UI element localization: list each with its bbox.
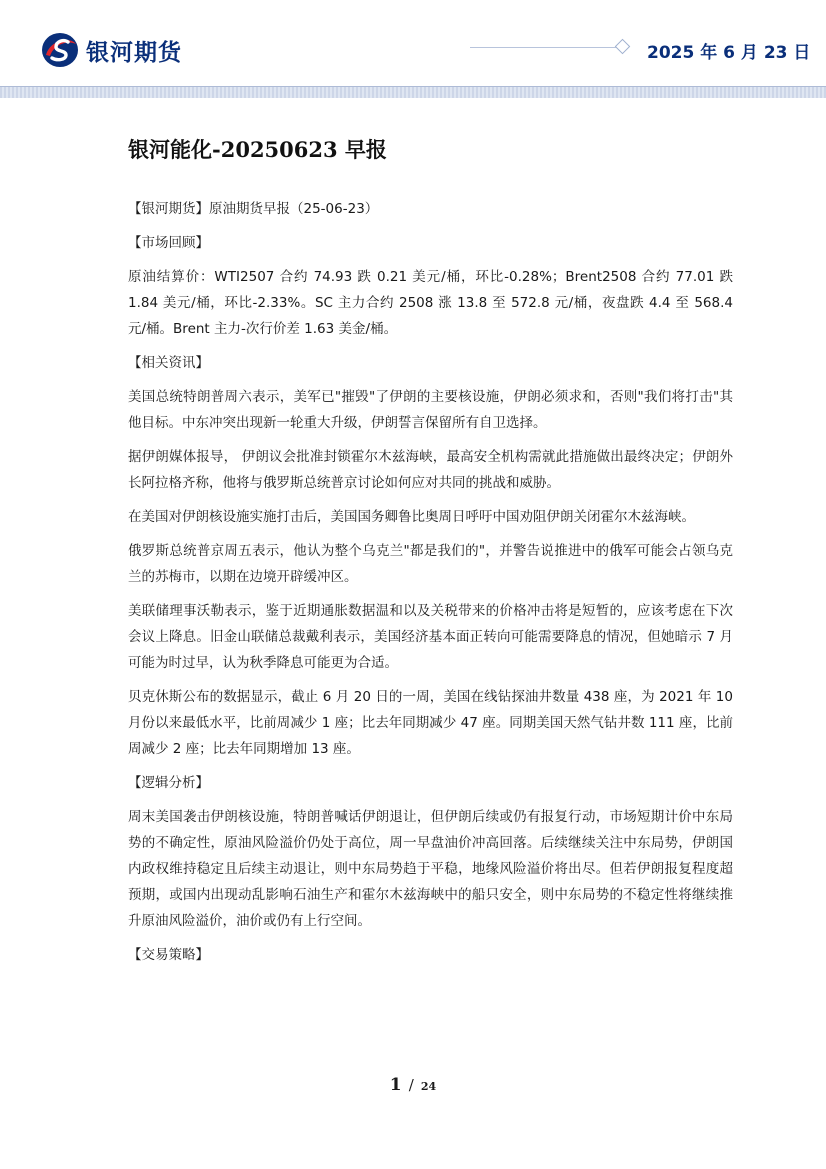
galaxy-logo-icon xyxy=(40,30,80,70)
brand-name: 银河期货 xyxy=(86,39,182,66)
section-heading-market-review: 【市场回顾】 xyxy=(128,235,209,251)
page-separator: / xyxy=(408,1076,414,1094)
section-heading-trading-strategy: 【交易策略】 xyxy=(128,947,209,963)
page-current: 1 xyxy=(389,1075,402,1095)
paragraph-settlement-prices: 原油结算价：WTI2507 合约 74.93 跌 0.21 美元/桶，环比-0.28%；Brent2508 合约 77.01 跌 1.84 美元/桶，环比-2.33%。SC 主力合约 2508 涨 13.8 至 572.8 元/桶，夜盘跌 4.4 至 568.4 元/桶。Brent 主力-次行价差 1.63 美金/桶。 xyxy=(128,269,733,337)
brand-logo xyxy=(40,30,182,70)
page-number xyxy=(0,1075,826,1095)
section-heading-logic-analysis: 【逻辑分析】 xyxy=(128,775,209,791)
paragraph-news-5: 美联储理事沃勒表示，鉴于近期通胀数据温和以及关税带来的价格冲击将是短暂的，应该考虑在下次会议上降息。旧金山联储总裁戴利表示，美国经济基本面正转向可能需要降息的情况，但她暗示 7 月可能为时过早，认为秋季降息可能更为合适。 xyxy=(128,603,733,671)
page-total: 24 xyxy=(420,1080,437,1093)
paragraph-logic-analysis: 周末美国袭击伊朗核设施，特朗普喊话伊朗退让，但伊朗后续或仍有报复行动，市场短期计价中东局势的不确定性，原油风险溢价仍处于高位，周一早盘油价冲高回落。后续继续关注中东局势，伊朗国内政权维持稳定且后续主动退让，则中东局势趋于平稳，地缘风险溢价将出尽。但若伊朗报复程度超预期，或国内出现动乱影响石油生产和霍尔木兹海峡中的船只安全，则中东局势的不稳定性将继续推升原油风险溢价，油价或仍有上行空间。 xyxy=(128,809,733,929)
header-band xyxy=(0,87,826,98)
report-title: 银河能化-20250623 早报 xyxy=(128,137,387,162)
report-date: 2025 年 6 月 23 日 xyxy=(647,43,811,63)
header-decoration-line xyxy=(470,47,618,48)
report-source-line: 【银河期货】原油期货早报（25-06-23） xyxy=(128,201,379,217)
paragraph-news-2: 据伊朗媒体报导， 伊朗议会批准封锁霍尔木兹海峡，最高安全机构需就此措施做出最终决定；伊朗外长阿拉格齐称，他将与俄罗斯总统普京讨论如何应对共同的挑战和威胁。 xyxy=(128,449,733,491)
paragraph-news-3: 在美国对伊朗核设施实施打击后，美国国务卿鲁比奥周日呼吁中国劝阻伊朗关闭霍尔木兹海峡。 xyxy=(128,509,695,525)
section-heading-news: 【相关资讯】 xyxy=(128,355,209,371)
paragraph-news-1: 美国总统特朗普周六表示，美军已"摧毁"了伊朗的主要核设施，伊朗必须求和，否则"我们将打击"其他目标。中东冲突出现新一轮重大升级，伊朗誓言保留所有自卫选择。 xyxy=(128,389,733,431)
page-header xyxy=(0,0,826,100)
paragraph-news-6: 贝克休斯公布的数据显示，截止 6 月 20 日的一周，美国在线钻探油井数量 438 座，为 2021 年 10 月份以来最低水平，比前周减少 1 座；比去年同期减少 47 座。同期美国天然气钻井数 111 座，比前周减少 2 座；比去年同期增加 13 座。 xyxy=(128,689,733,757)
report-body xyxy=(128,196,733,976)
paragraph-news-4: 俄罗斯总统普京周五表示，他认为整个乌克兰"都是我们的"，并警告说推进中的俄军可能会占领乌克兰的苏梅市，以期在边境开辟缓冲区。 xyxy=(128,543,733,585)
diamond-icon xyxy=(615,39,631,55)
